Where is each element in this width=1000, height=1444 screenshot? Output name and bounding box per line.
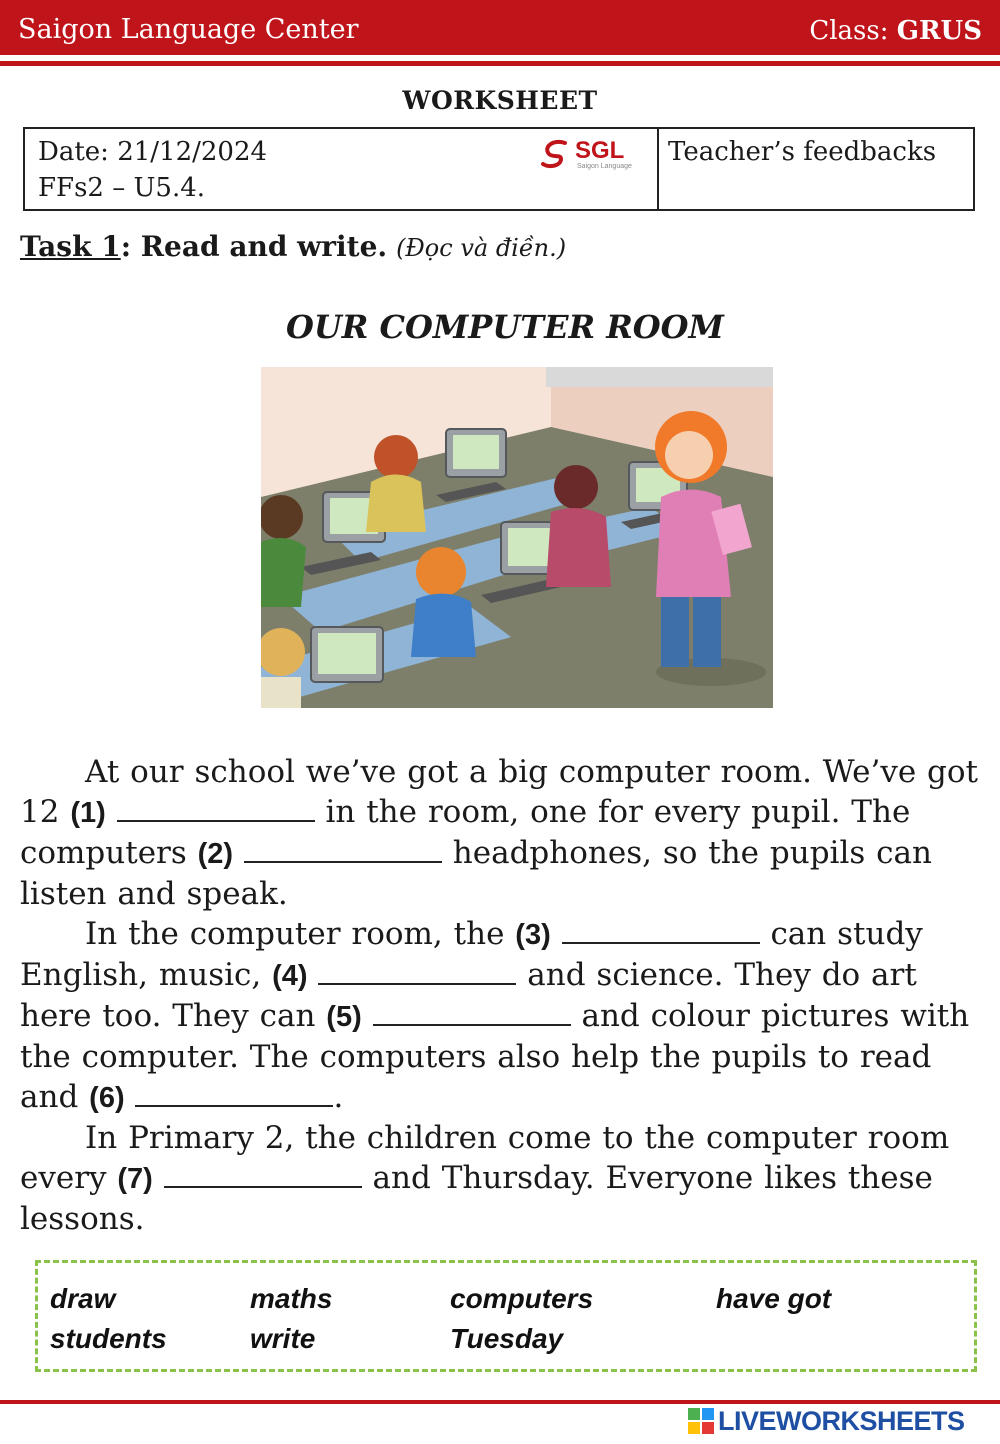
answer-blank-1[interactable] <box>117 796 315 822</box>
sgl-logo-subtext: Saigon Language <box>577 163 632 170</box>
class-value: GRUS <box>896 16 982 46</box>
blank-number-1: (1) <box>70 797 106 829</box>
blank-number-4: (4) <box>272 960 308 992</box>
center-name: Saigon Language Center <box>18 14 359 45</box>
liveworksheets-logo[interactable] <box>688 1406 988 1436</box>
info-left-cell <box>25 129 659 209</box>
answer-blank-3[interactable] <box>562 918 760 944</box>
class-info <box>809 16 982 46</box>
info-table <box>23 127 975 211</box>
blank-number-3: (3) <box>515 919 551 951</box>
word-bank-item: have got <box>716 1283 832 1314</box>
passage-text: At our school we’ve got a big computer room. We’ve got 12 <box>20 754 979 830</box>
footer-divider <box>0 1400 1000 1404</box>
word-bank-item: write <box>250 1323 316 1354</box>
passage-text: and Thursday. Everyone likes these lessons. <box>20 1160 933 1237</box>
computer-room-illustration <box>261 367 773 708</box>
lesson-code: FFs2 – U5.4. <box>38 173 206 203</box>
answer-blank-7[interactable] <box>164 1162 362 1188</box>
reading-passage <box>20 752 985 1239</box>
passage-text: can study English, music, <box>20 916 923 993</box>
paragraph-2 <box>20 914 985 1118</box>
task-instruction <box>20 230 566 263</box>
passage-text: and colour pictures with the computer. The computers also help the pupils to read and <box>20 998 970 1115</box>
date-text: Date: 21/12/2024 <box>38 137 268 167</box>
word-bank-item: maths <box>250 1283 333 1314</box>
passage-text: and science. They do art here too. They can <box>20 957 917 1034</box>
class-label: Class: <box>809 16 889 46</box>
blank-number-7: (7) <box>117 1163 153 1195</box>
answer-blank-4[interactable] <box>318 959 516 985</box>
word-bank-item: computers <box>450 1283 594 1314</box>
paragraph-1 <box>20 752 985 914</box>
task-text: : Read and write. <box>120 230 388 263</box>
blank-number-2: (2) <box>197 838 234 870</box>
task-vietnamese: (Đọc và điền.) <box>396 234 567 262</box>
passage-text: headphones, so the pupils can listen and speak. <box>20 835 932 912</box>
paragraph-3 <box>20 1118 985 1239</box>
word-bank-item: Tuesday <box>450 1323 564 1354</box>
passage-text: In Primary 2, the children come to the computer room every <box>20 1120 950 1196</box>
answer-blank-6[interactable] <box>135 1081 333 1107</box>
sgl-logo-text: SGL <box>575 137 625 164</box>
answer-blank-2[interactable] <box>244 837 442 863</box>
worksheet-title: WORKSHEET <box>402 86 598 115</box>
liveworksheets-text: LIVEWORKSHEETS <box>718 1406 965 1436</box>
story-title: OUR COMPUTER ROOM <box>286 308 724 346</box>
answer-blank-5[interactable] <box>373 1000 571 1026</box>
feedback-label: Teacher’s feedbacks <box>668 137 937 167</box>
liveworksheets-icon <box>688 1408 714 1434</box>
word-bank-item: draw <box>50 1283 116 1314</box>
passage-text: In the computer room, the <box>85 916 516 952</box>
header-divider <box>0 61 1000 66</box>
word-bank <box>35 1260 977 1372</box>
header-band <box>0 0 1000 55</box>
blank-number-5: (5) <box>326 1001 362 1033</box>
passage-text: in the room, one for every pupil. The computers <box>20 794 911 871</box>
sgl-logo <box>539 137 639 173</box>
sgl-swirl-icon <box>539 137 573 171</box>
task-label: Task 1 <box>20 230 121 263</box>
word-bank-item: students <box>50 1323 167 1354</box>
blank-number-6: (6) <box>89 1082 125 1114</box>
passage-text: . <box>333 1079 344 1115</box>
